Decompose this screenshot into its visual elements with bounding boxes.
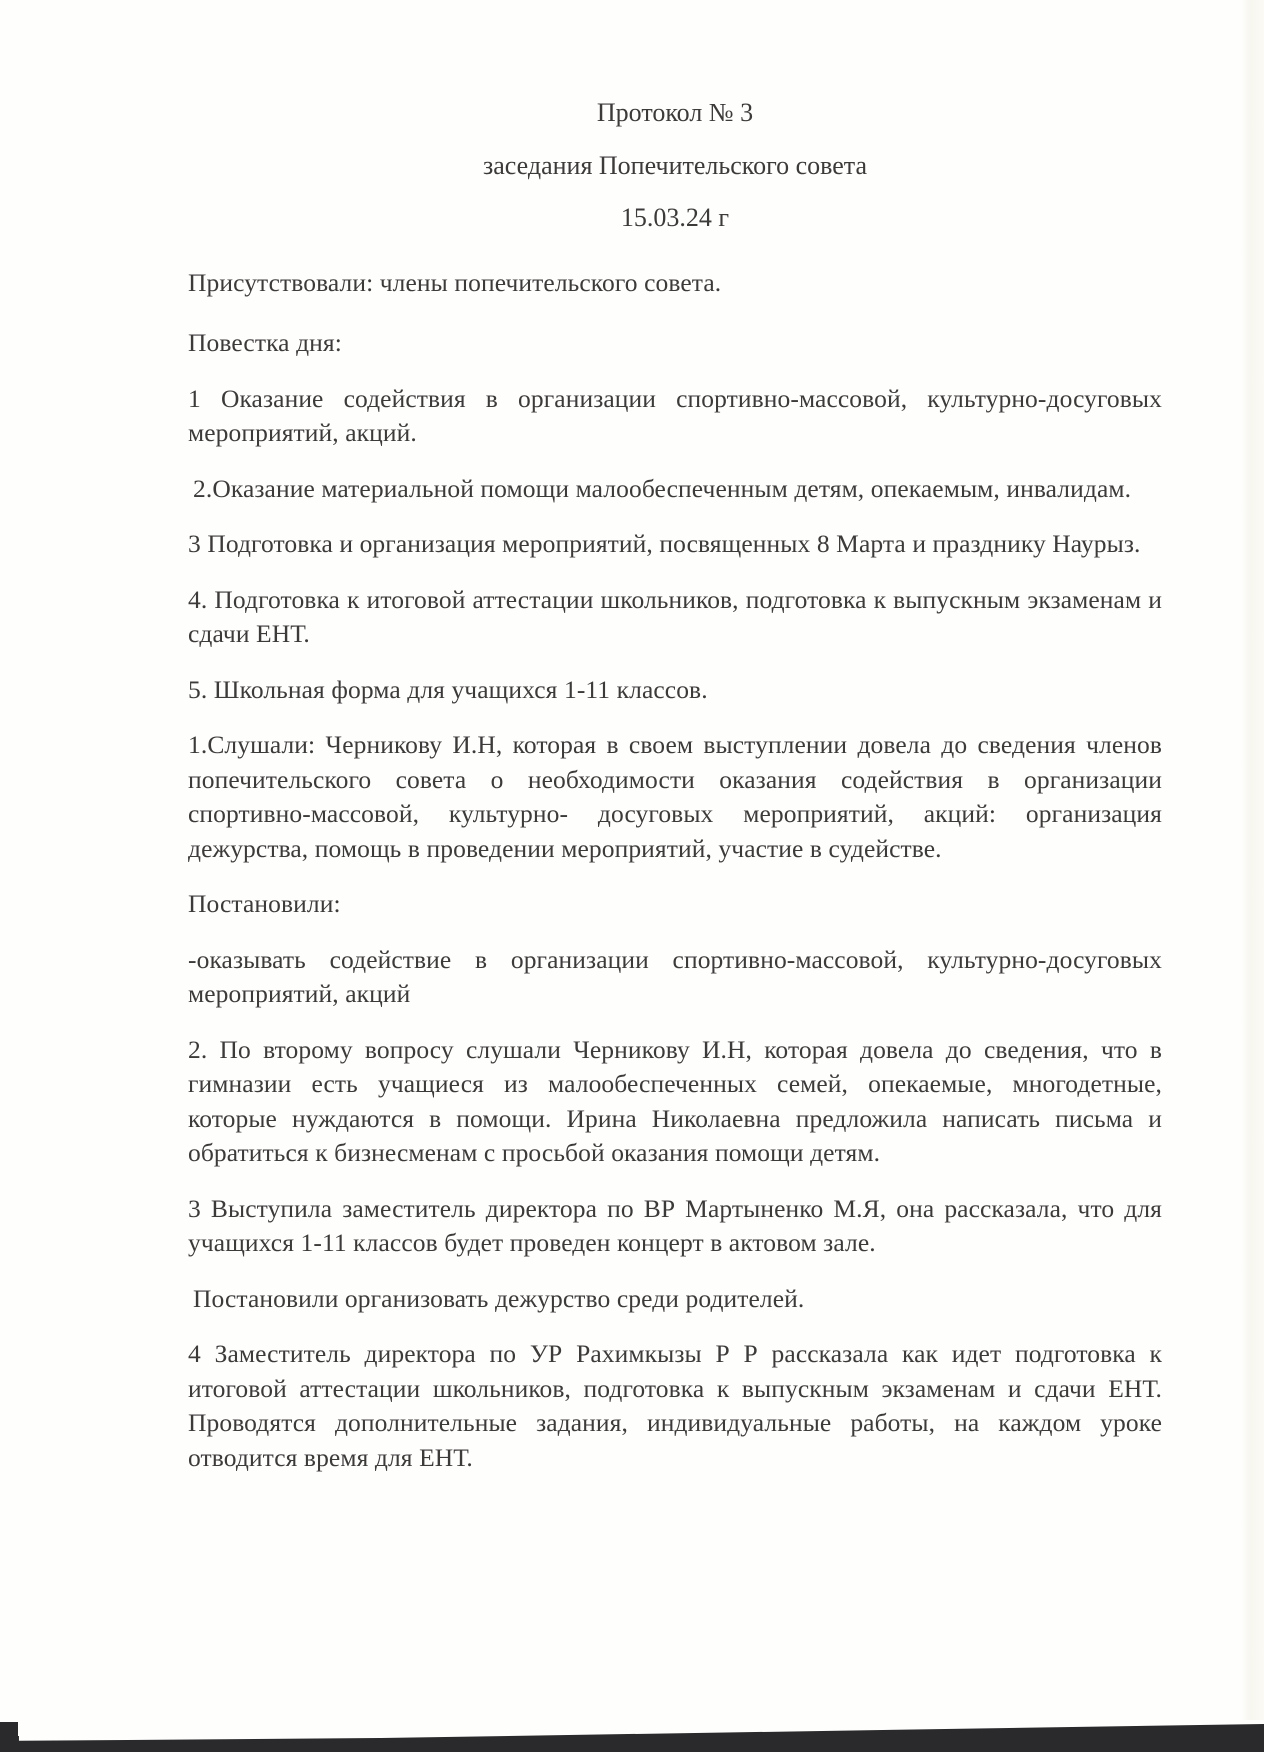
resolution-paragraph: -оказывать содействие в организации спортивно-массовой, культурно-досуговых мероприятий, акций <box>188 944 1162 1008</box>
document-date: 15.03.24 г <box>620 203 730 232</box>
resolution-paragraph: Постановили организовать дежурство среди родителей. <box>193 1283 805 1313</box>
agenda-item: 5. Школьная форма для учащихся 1-11 классов. <box>188 674 708 704</box>
document-header <box>188 100 1162 258</box>
discussion-paragraph: 3 Выступила заместитель директора по ВР Мартыненко М.Я, она рассказала, что для учащихся 1-11 классов будет проведен концерт в актовом зале. <box>188 1193 1162 1257</box>
document-title: Протокол № 3 <box>596 98 754 127</box>
scan-border-corner <box>0 1722 18 1752</box>
document-subtitle: заседания Попечительского совета <box>482 150 868 180</box>
agenda-heading: Повестка дня: <box>188 328 342 357</box>
agenda-item: 2.Оказание материальной помощи малообеспеченным детям, опекаемым, инвалидам. <box>193 473 1132 503</box>
document-body <box>188 100 1162 1496</box>
discussion-paragraph: 2. По второму вопросу слушали Черникову И.Н, которая довела до сведения, что в гимназии есть учащиеся из малообеспеченных семей, опекаемые, многодетные, которые нуждаются в помощи. Ирина Николаевна предложила написать письма и обратиться к бизнесменам с просьбой оказания помощи детям. <box>188 1034 1162 1167</box>
scan-border <box>0 1712 1264 1752</box>
discussion-paragraph: 1.Слушали: Черникову И.Н, которая в своем выступлении довела до сведения членов попечительского совета о необходимости оказания содействия в организации спортивно-массовой, культурно- досуговых мероприятий, акций: организация дежурства, помощь в проведении мероприятий, участие в судействе. <box>188 730 1162 863</box>
agenda-item: 3 Подготовка и организация мероприятий, посвященных 8 Марта и празднику Наурыз. <box>188 529 1141 558</box>
agenda-item: 4. Подготовка к итоговой аттестации школьников, подготовка к выпускным экзаменам и сдачи ЕНТ. <box>188 584 1162 648</box>
resolution-heading: Постановили: <box>188 889 341 918</box>
discussion-section <box>188 728 1162 1475</box>
agenda-item: 1 Оказание содействия в организации спортивно-массовой, культурно-досуговых мероприятий, акций. <box>188 383 1162 447</box>
paper-edge <box>1242 0 1264 1720</box>
agenda-list <box>188 382 1162 708</box>
attended-line: Присутствовали: члены попечительского совета. <box>188 267 722 297</box>
discussion-paragraph: 4 Заместитель директора по УР Рахимкызы Р Р рассказала как идет подготовка к итоговой аттестации школьников, подготовка к выпускным экзаменам и сдачи ЕНТ. Проводятся дополнительные задания, индивидуальные работы, на каждом уроке отводится время для ЕНТ. <box>188 1339 1162 1472</box>
